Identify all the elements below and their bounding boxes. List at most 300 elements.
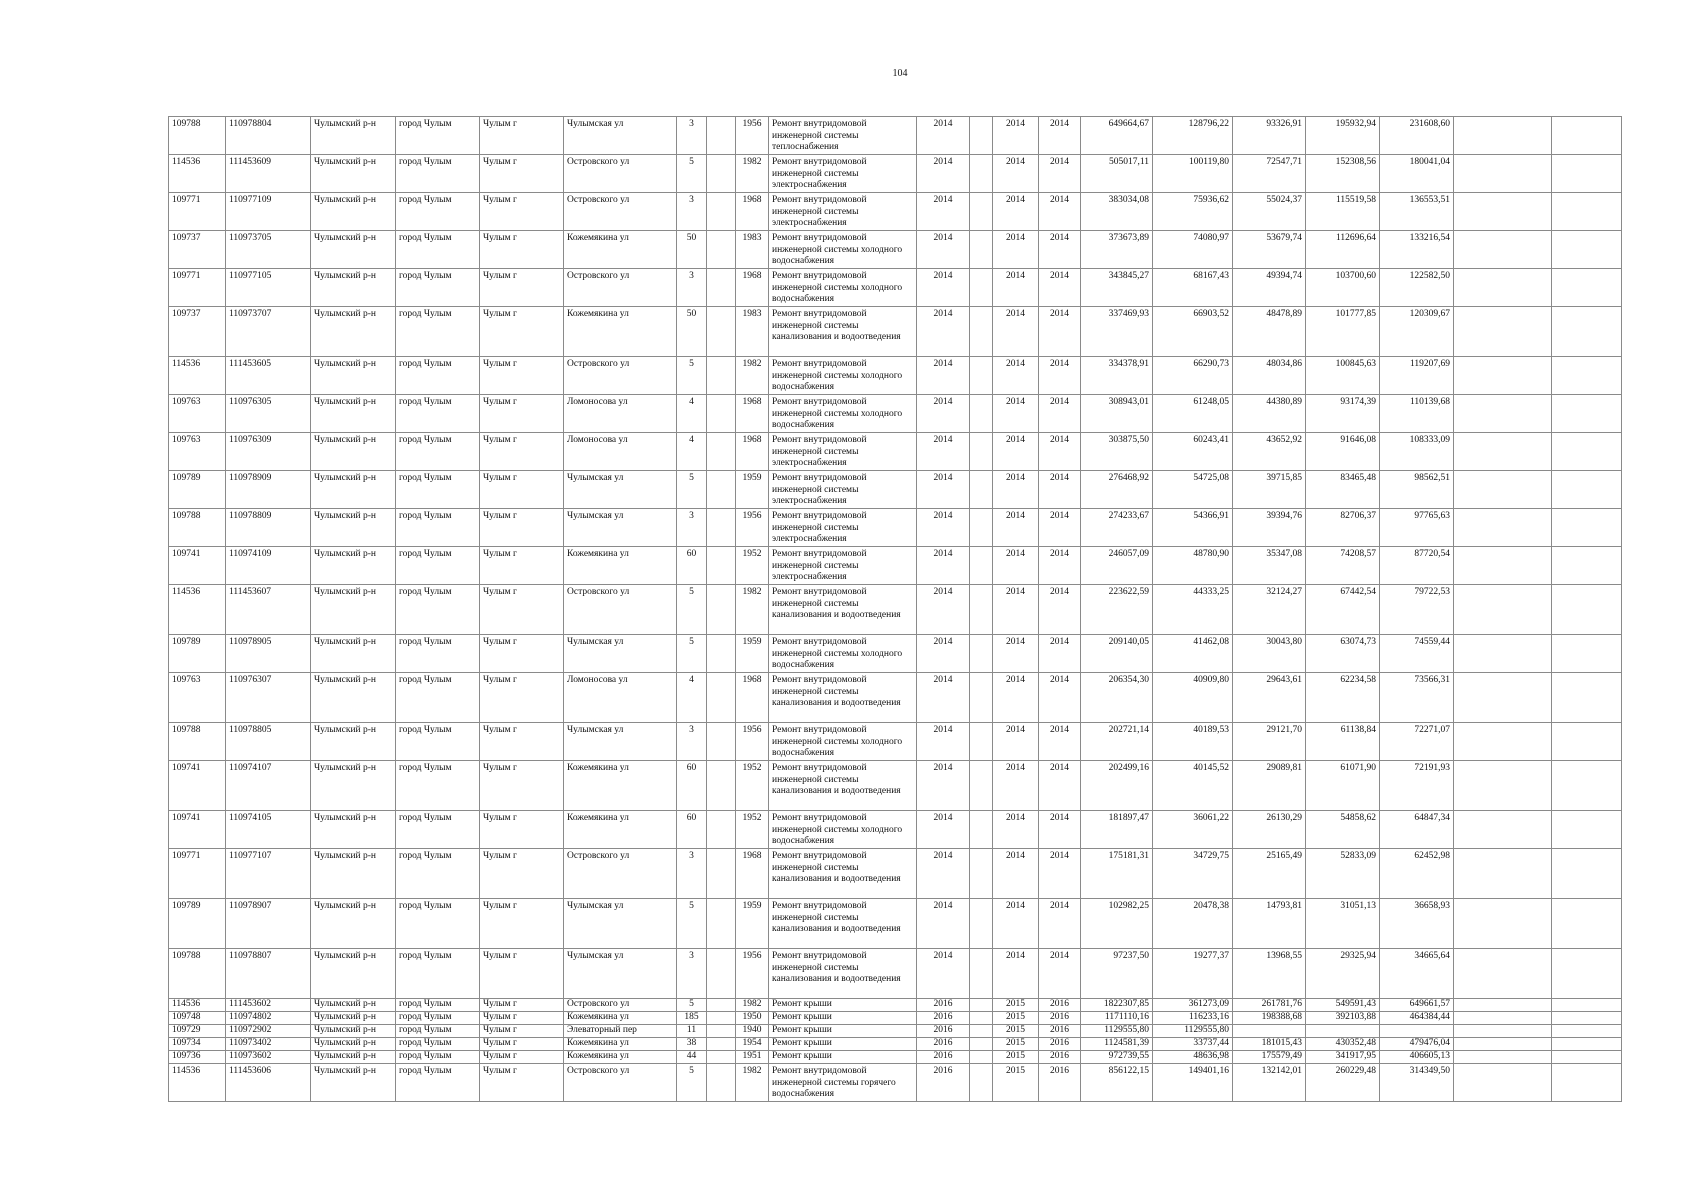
table-cell	[707, 1025, 736, 1038]
table-cell: 2014	[993, 899, 1039, 949]
table-cell: 136553,51	[1380, 193, 1454, 231]
table-cell: 1956	[736, 723, 769, 761]
table-cell	[1552, 1064, 1622, 1102]
table-cell: 29089,81	[1233, 761, 1306, 811]
table-cell: Чулым г	[480, 547, 564, 585]
table-cell: 115519,58	[1306, 193, 1380, 231]
table-cell: Чулым г	[480, 585, 564, 635]
table-cell: 1982	[736, 357, 769, 395]
table-cell: 2014	[917, 723, 970, 761]
table-cell: 1124581,39	[1081, 1038, 1153, 1051]
table-cell: Чулымский р-н	[311, 1064, 396, 1102]
table-cell: 110978905	[226, 635, 311, 673]
table-cell: 74080,97	[1153, 231, 1233, 269]
table-cell: 109771	[169, 269, 226, 307]
table-cell: 175579,49	[1233, 1051, 1306, 1064]
table-cell: 649661,57	[1380, 999, 1454, 1012]
table-cell: 109788	[169, 723, 226, 761]
table-cell: 337469,93	[1081, 307, 1153, 357]
table-row	[169, 471, 1622, 509]
table-cell	[1552, 471, 1622, 509]
table-cell: 48478,89	[1233, 307, 1306, 357]
table-cell	[970, 1025, 993, 1038]
table-cell: Чулымский р-н	[311, 117, 396, 155]
table-cell: 5	[677, 155, 707, 193]
table-cell: 1956	[736, 117, 769, 155]
table-cell: Чулым г	[480, 395, 564, 433]
table-cell: 2014	[1039, 117, 1081, 155]
table-cell: 36658,93	[1380, 899, 1454, 949]
table-cell: 314349,50	[1380, 1064, 1454, 1102]
table-cell: 2014	[1039, 761, 1081, 811]
table-cell: город Чулым	[396, 949, 480, 999]
table-cell: Чулымский р-н	[311, 1051, 396, 1064]
table-cell: 2014	[917, 585, 970, 635]
table-cell: город Чулым	[396, 635, 480, 673]
table-cell: 2014	[1039, 231, 1081, 269]
table-cell: 109741	[169, 547, 226, 585]
table-cell: Кожемякина ул	[564, 1012, 677, 1025]
table-cell	[707, 1064, 736, 1102]
table-cell	[707, 673, 736, 723]
table-cell: 109771	[169, 849, 226, 899]
table-cell: Кожемякина ул	[564, 811, 677, 849]
table-cell: Чулым г	[480, 433, 564, 471]
table-cell: 55024,37	[1233, 193, 1306, 231]
table-cell: 110976305	[226, 395, 311, 433]
table-cell: 103700,60	[1306, 269, 1380, 307]
table-cell	[970, 1064, 993, 1102]
table-cell: 2014	[1039, 395, 1081, 433]
table-cell: Чулымский р-н	[311, 585, 396, 635]
table-cell: 114536	[169, 585, 226, 635]
table-cell: 1171110,16	[1081, 1012, 1153, 1025]
table-cell: 341917,95	[1306, 1051, 1380, 1064]
table-cell: 109748	[169, 1012, 226, 1025]
table-cell: 1982	[736, 155, 769, 193]
table-cell: 2014	[917, 761, 970, 811]
table-cell	[707, 899, 736, 949]
table-cell: город Чулым	[396, 761, 480, 811]
table-cell: 185	[677, 1012, 707, 1025]
table-cell: 60	[677, 761, 707, 811]
table-cell	[1552, 999, 1622, 1012]
table-cell: 2016	[1039, 1025, 1081, 1038]
table-cell: 2014	[993, 269, 1039, 307]
table-cell: 110973602	[226, 1051, 311, 1064]
table-cell: 110974109	[226, 547, 311, 585]
table-cell: 33737,44	[1153, 1038, 1233, 1051]
table-cell: 109789	[169, 635, 226, 673]
table-cell: город Чулым	[396, 193, 480, 231]
table-cell	[970, 269, 993, 307]
table-cell: 2016	[1039, 1064, 1081, 1102]
table-cell: 109788	[169, 117, 226, 155]
table-cell: 4	[677, 673, 707, 723]
table-cell: 2014	[993, 585, 1039, 635]
table-cell: город Чулым	[396, 471, 480, 509]
table-cell: 3	[677, 193, 707, 231]
page-number: 104	[892, 68, 908, 79]
table-cell: 133216,54	[1380, 231, 1454, 269]
table-cell: 373673,89	[1081, 231, 1153, 269]
table-cell: 2014	[917, 307, 970, 357]
table-cell: 1959	[736, 899, 769, 949]
table-cell: 2016	[917, 1051, 970, 1064]
table-cell: Чулым г	[480, 673, 564, 723]
table-cell: 110976307	[226, 673, 311, 723]
table-cell: Чулым г	[480, 357, 564, 395]
table-cell: Чулымский р-н	[311, 307, 396, 357]
table-cell: 223622,59	[1081, 585, 1153, 635]
table-cell: Островского ул	[564, 155, 677, 193]
table-cell: Островского ул	[564, 999, 677, 1012]
table-cell: Чулым г	[480, 193, 564, 231]
table-cell: город Чулым	[396, 1012, 480, 1025]
table-cell: 1968	[736, 193, 769, 231]
table-cell	[1306, 1025, 1380, 1038]
table-cell: Островского ул	[564, 357, 677, 395]
table-cell	[970, 433, 993, 471]
table-cell: 383034,08	[1081, 193, 1153, 231]
table-cell: Чулым г	[480, 471, 564, 509]
table-cell	[707, 471, 736, 509]
table-cell: Ремонт внутридомовой инженерной системы холодного водоснабжения	[769, 723, 917, 761]
table-cell	[1552, 307, 1622, 357]
table-cell: город Чулым	[396, 849, 480, 899]
table-cell: 180041,04	[1380, 155, 1454, 193]
table-cell: 93326,91	[1233, 117, 1306, 155]
table-cell: 2014	[917, 471, 970, 509]
table-cell: 2015	[993, 1025, 1039, 1038]
table-cell: 2014	[917, 899, 970, 949]
table-cell: Чулымский р-н	[311, 231, 396, 269]
table-cell: 72547,71	[1233, 155, 1306, 193]
table-cell: 36061,22	[1153, 811, 1233, 849]
table-cell	[707, 849, 736, 899]
table-cell: 2014	[917, 395, 970, 433]
table-cell: 2014	[1039, 547, 1081, 585]
table-cell: 109741	[169, 811, 226, 849]
table-cell	[1552, 1051, 1622, 1064]
table-cell: Ломоносова ул	[564, 433, 677, 471]
table-cell: 97765,63	[1380, 509, 1454, 547]
table-cell	[970, 471, 993, 509]
table-cell: 66903,52	[1153, 307, 1233, 357]
table-cell: 110978909	[226, 471, 311, 509]
table-cell: 5	[677, 471, 707, 509]
table-cell: 1968	[736, 433, 769, 471]
table-cell: 48780,90	[1153, 547, 1233, 585]
table-cell: 110972902	[226, 1025, 311, 1038]
table-cell: 60243,41	[1153, 433, 1233, 471]
table-cell: 149401,16	[1153, 1064, 1233, 1102]
table-cell: 2014	[917, 635, 970, 673]
table-cell: город Чулым	[396, 547, 480, 585]
table-cell: 2015	[993, 1038, 1039, 1051]
table-cell: Ремонт внутридомовой инженерной системы холодного водоснабжения	[769, 395, 917, 433]
table-cell: 2016	[1039, 1038, 1081, 1051]
table-cell	[1552, 1025, 1622, 1038]
table-cell	[1454, 723, 1552, 761]
table-cell: 2014	[917, 433, 970, 471]
table-cell: Чулым г	[480, 307, 564, 357]
table-cell	[707, 1012, 736, 1025]
table-cell: Ремонт внутридомовой инженерной системы канализования и водоотведения	[769, 899, 917, 949]
table-cell: 2014	[993, 231, 1039, 269]
table-cell: Ремонт крыши	[769, 1038, 917, 1051]
table-cell: Чулым г	[480, 1064, 564, 1102]
table-cell	[1552, 723, 1622, 761]
table-cell: Чулымский р-н	[311, 723, 396, 761]
table-cell: Ремонт внутридомовой инженерной системы канализования и водоотведения	[769, 585, 917, 635]
table-cell	[1454, 1038, 1552, 1051]
table-cell: 110973402	[226, 1038, 311, 1051]
table-cell	[1552, 117, 1622, 155]
table-cell: 74559,44	[1380, 635, 1454, 673]
table-cell	[1552, 357, 1622, 395]
table-cell: 3	[677, 949, 707, 999]
table-cell: город Чулым	[396, 155, 480, 193]
table-cell: 114536	[169, 999, 226, 1012]
table-cell: город Чулым	[396, 1038, 480, 1051]
table-cell: 29643,61	[1233, 673, 1306, 723]
table-cell: 2014	[917, 155, 970, 193]
table-cell: 98562,51	[1380, 471, 1454, 509]
table-cell: 3	[677, 117, 707, 155]
table-cell: 110139,68	[1380, 395, 1454, 433]
table-cell: город Чулым	[396, 395, 480, 433]
table-cell: 392103,88	[1306, 1012, 1380, 1025]
table-row	[169, 673, 1622, 723]
table-cell: 114536	[169, 1064, 226, 1102]
table-cell: 2014	[1039, 269, 1081, 307]
table-cell	[1380, 1025, 1454, 1038]
table-cell: 972739,55	[1081, 1051, 1153, 1064]
table-cell: Кожемякина ул	[564, 307, 677, 357]
table-cell	[970, 723, 993, 761]
table-cell: 2014	[993, 635, 1039, 673]
table-cell: 110976309	[226, 433, 311, 471]
table-cell	[970, 1051, 993, 1064]
table-cell: Островского ул	[564, 585, 677, 635]
table-cell: 68167,43	[1153, 269, 1233, 307]
table-cell: 181015,43	[1233, 1038, 1306, 1051]
table-cell: Ремонт внутридомовой инженерной системы электроснабжения	[769, 471, 917, 509]
table-cell: Чулым г	[480, 899, 564, 949]
table-cell	[707, 269, 736, 307]
table-cell: 39715,85	[1233, 471, 1306, 509]
table-cell	[970, 193, 993, 231]
table-cell: 109734	[169, 1038, 226, 1051]
table-cell: Ремонт внутридомовой инженерной системы холодного водоснабжения	[769, 635, 917, 673]
table-cell	[1454, 547, 1552, 585]
table-cell: 2014	[917, 193, 970, 231]
table-cell: Чулымский р-н	[311, 635, 396, 673]
table-cell: 5	[677, 1064, 707, 1102]
table-cell: Ремонт внутридомовой инженерной системы холодного водоснабжения	[769, 269, 917, 307]
table-cell: 2014	[993, 811, 1039, 849]
table-cell: 38	[677, 1038, 707, 1051]
table-cell: Чулымский р-н	[311, 899, 396, 949]
table-cell: 54858,62	[1306, 811, 1380, 849]
table-cell	[970, 585, 993, 635]
table-cell: 50	[677, 307, 707, 357]
table-cell	[1454, 193, 1552, 231]
table-cell: 60	[677, 811, 707, 849]
table-cell: 2016	[917, 999, 970, 1012]
table-cell: 1983	[736, 231, 769, 269]
table-cell: 231608,60	[1380, 117, 1454, 155]
table-row	[169, 849, 1622, 899]
table-cell: 5	[677, 635, 707, 673]
table-cell: 1951	[736, 1051, 769, 1064]
table-cell: 109736	[169, 1051, 226, 1064]
table-cell: Кожемякина ул	[564, 761, 677, 811]
table-cell	[970, 547, 993, 585]
table-cell: Ремонт внутридомовой инженерной системы холодного водоснабжения	[769, 231, 917, 269]
table-cell: Чулым г	[480, 849, 564, 899]
table-cell	[970, 395, 993, 433]
table-cell: 2016	[917, 1012, 970, 1025]
table-cell: 2014	[993, 761, 1039, 811]
table-cell: 2014	[993, 547, 1039, 585]
table-cell	[1552, 547, 1622, 585]
table-cell: Ремонт крыши	[769, 999, 917, 1012]
table-cell: 2016	[1039, 1012, 1081, 1025]
table-cell: 79722,53	[1380, 585, 1454, 635]
table-cell: 2016	[1039, 1051, 1081, 1064]
table-cell: 109788	[169, 949, 226, 999]
table-cell: 132142,01	[1233, 1064, 1306, 1102]
table-cell	[707, 193, 736, 231]
table-cell: 2014	[993, 471, 1039, 509]
table-cell: 2014	[993, 395, 1039, 433]
table-cell	[970, 231, 993, 269]
table-cell: Чулымский р-н	[311, 1038, 396, 1051]
table-cell	[1552, 635, 1622, 673]
table-cell: 2014	[993, 117, 1039, 155]
table-cell: 110978809	[226, 509, 311, 547]
table-cell: Чулым г	[480, 949, 564, 999]
table-cell: 29121,70	[1233, 723, 1306, 761]
table-cell: город Чулым	[396, 117, 480, 155]
table-cell: 1952	[736, 811, 769, 849]
table-cell: 48034,86	[1233, 357, 1306, 395]
table-cell: 856122,15	[1081, 1064, 1153, 1102]
table-cell: 2014	[1039, 899, 1081, 949]
table-cell: Ремонт внутридомовой инженерной системы электроснабжения	[769, 547, 917, 585]
table-cell: 101777,85	[1306, 307, 1380, 357]
table-cell: 110974802	[226, 1012, 311, 1025]
table-cell	[1454, 949, 1552, 999]
table-cell: 67442,54	[1306, 585, 1380, 635]
table-cell: Чулымский р-н	[311, 999, 396, 1012]
table-cell: Чулымский р-н	[311, 471, 396, 509]
table-cell: Чулымский р-н	[311, 949, 396, 999]
table-cell: 2016	[917, 1064, 970, 1102]
table-cell: 74208,57	[1306, 547, 1380, 585]
table-cell: 5	[677, 585, 707, 635]
table-cell: 31051,13	[1306, 899, 1380, 949]
table-cell: Кожемякина ул	[564, 231, 677, 269]
table-cell: Чулым г	[480, 723, 564, 761]
table-cell: город Чулым	[396, 357, 480, 395]
table-cell: 109741	[169, 761, 226, 811]
table-cell: город Чулым	[396, 231, 480, 269]
table-cell	[1454, 635, 1552, 673]
table-cell: 75936,62	[1153, 193, 1233, 231]
table-cell: 1982	[736, 999, 769, 1012]
table-cell: 4	[677, 395, 707, 433]
table-cell: 109737	[169, 307, 226, 357]
table-cell: Ремонт крыши	[769, 1012, 917, 1025]
table-cell	[707, 231, 736, 269]
table-cell: 61071,90	[1306, 761, 1380, 811]
table-cell: 49394,74	[1233, 269, 1306, 307]
table-cell: 111453607	[226, 585, 311, 635]
table-cell: 111453602	[226, 999, 311, 1012]
table-cell: 2014	[917, 231, 970, 269]
table-cell: 110974105	[226, 811, 311, 849]
table-cell: 2014	[1039, 849, 1081, 899]
table-cell: 25165,49	[1233, 849, 1306, 899]
table-cell: 2014	[993, 433, 1039, 471]
table-cell: 110978804	[226, 117, 311, 155]
table-cell: Ремонт внутридомовой инженерной системы канализования и водоотведения	[769, 307, 917, 357]
table-cell	[1552, 269, 1622, 307]
table-cell: 110977105	[226, 269, 311, 307]
table-row	[169, 307, 1622, 357]
table-cell: 110977107	[226, 849, 311, 899]
table-cell	[707, 1051, 736, 1064]
table-cell: 97237,50	[1081, 949, 1153, 999]
table-cell: 260229,48	[1306, 1064, 1380, 1102]
table-cell: 2014	[993, 673, 1039, 723]
table-cell	[1454, 395, 1552, 433]
table-cell: город Чулым	[396, 307, 480, 357]
table-cell: 2014	[1039, 357, 1081, 395]
table-cell: 2014	[993, 509, 1039, 547]
table-cell: 116233,16	[1153, 1012, 1233, 1025]
table-cell: 361273,09	[1153, 999, 1233, 1012]
table-cell: Чулымский р-н	[311, 1012, 396, 1025]
table-cell: 1940	[736, 1025, 769, 1038]
table-cell	[707, 1038, 736, 1051]
table-cell: 1952	[736, 547, 769, 585]
table-cell: 93174,39	[1306, 395, 1380, 433]
table-cell: 35347,08	[1233, 547, 1306, 585]
table-row	[169, 585, 1622, 635]
table-cell	[970, 357, 993, 395]
table-cell	[1454, 673, 1552, 723]
table-cell	[970, 849, 993, 899]
table-cell	[1454, 811, 1552, 849]
table-cell: город Чулым	[396, 1025, 480, 1038]
table-cell: 110978805	[226, 723, 311, 761]
table-cell: 72271,07	[1380, 723, 1454, 761]
table-cell: Чулым г	[480, 117, 564, 155]
table-row	[169, 547, 1622, 585]
table-cell: 1950	[736, 1012, 769, 1025]
table-cell	[707, 395, 736, 433]
table-cell: 406605,13	[1380, 1051, 1454, 1064]
table-cell	[970, 999, 993, 1012]
table-cell: Ломоносова ул	[564, 673, 677, 723]
table-cell	[1552, 509, 1622, 547]
table-cell: 2014	[917, 509, 970, 547]
table-cell: Чулымский р-н	[311, 811, 396, 849]
